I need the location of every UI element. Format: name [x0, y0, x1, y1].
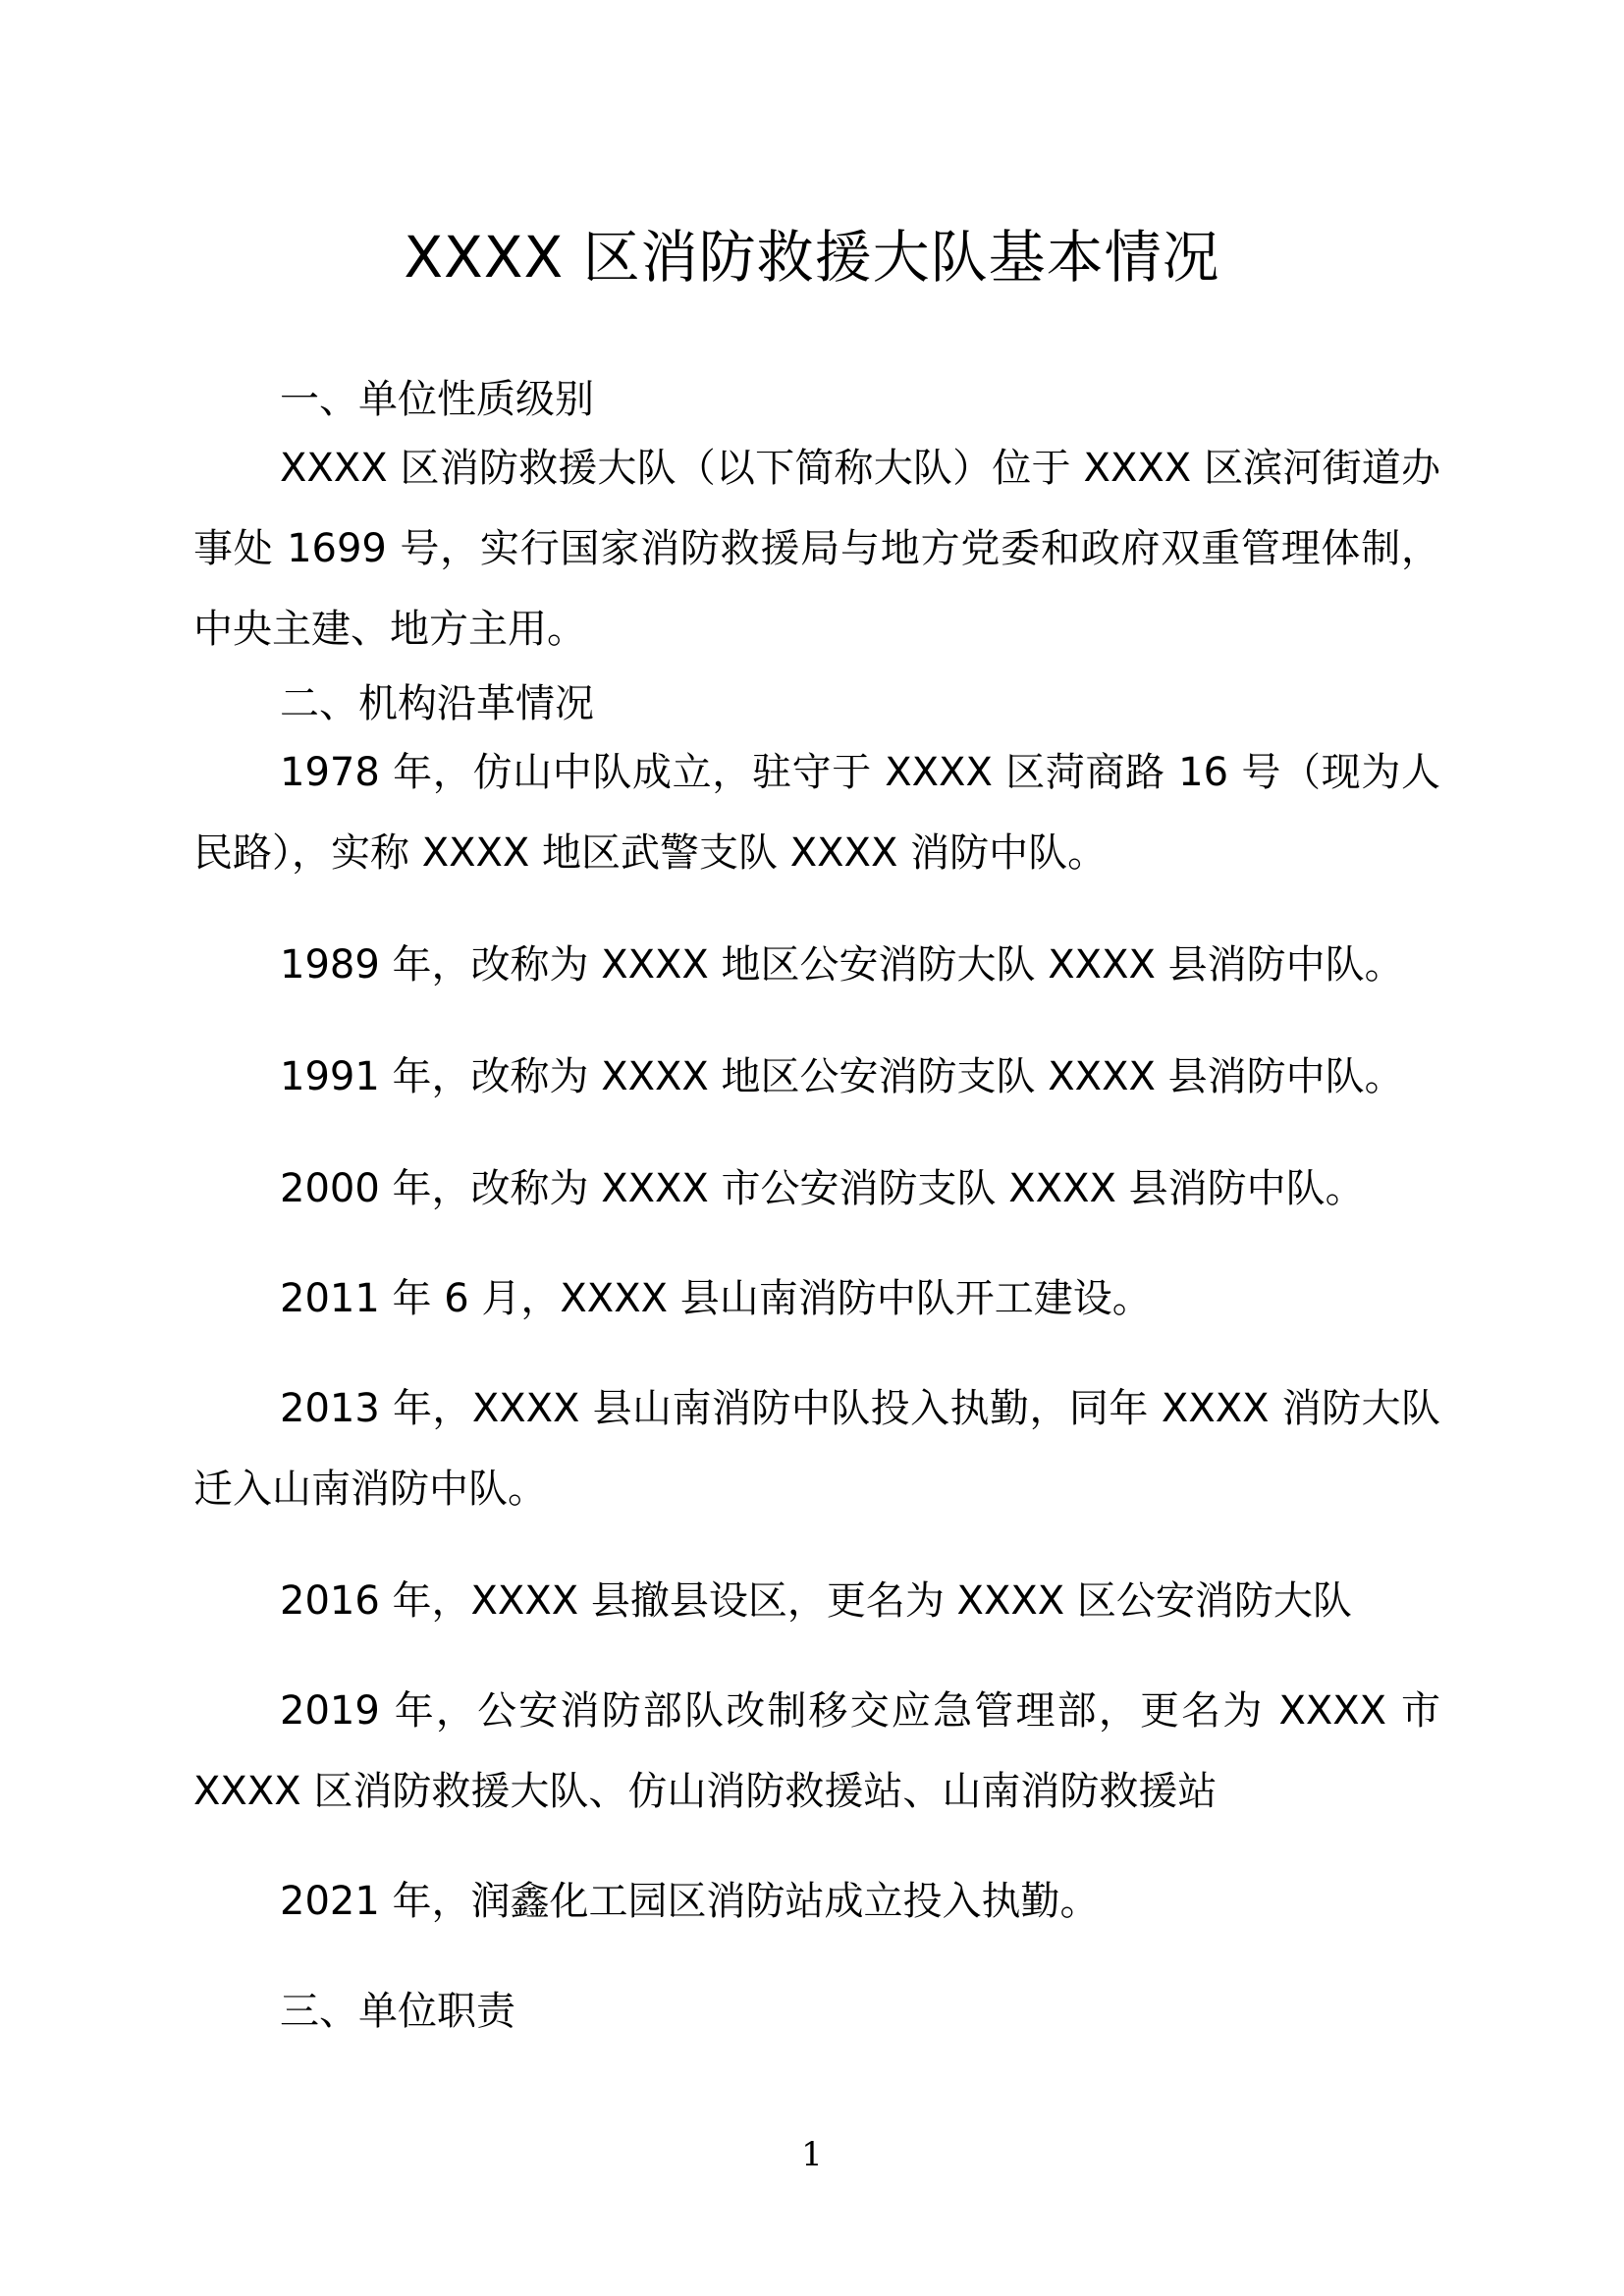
section-heading-history: 二、机构沿革情况 [280, 681, 594, 726]
history-paragraph-2000: 2000 年，改称为 XXXX 市公安消防支队 XXXX 县消防中队。 [280, 1166, 1365, 1211]
history-paragraph-1978: 1978 年，仿山中队成立，驻守于 XXXX 区菏商路 16 号（现为人民路），实称 XXXX 地区武警支队 XXXX 消防中队。 [193, 750, 1440, 876]
section-heading-nature: 一、单位性质级别 [280, 377, 594, 422]
history-paragraph-1989: 1989 年，改称为 XXXX 地区公安消防大队 XXXX 县消防中队。 [280, 942, 1404, 988]
history-paragraph-2021: 2021 年，润鑫化工园区消防站成立投入执勤。 [280, 1879, 1100, 1924]
history-paragraph-2016: 2016 年，XXXX 县撤县设区，更名为 XXXX 区公安消防大队 [280, 1578, 1352, 1624]
paragraph-unit-nature: XXXX 区消防救援大队（以下简称大队）位于 XXXX 区滨河街道办事处 1699 号，实行国家消防救援局与地方党委和政府双重管理体制，中央主建、地方主用。 [193, 446, 1440, 652]
history-paragraph-1991: 1991 年，改称为 XXXX 地区公安消防支队 XXXX 县消防中队。 [280, 1054, 1404, 1099]
history-paragraph-2011: 2011 年 6 月，XXXX 县山南消防中队开工建设。 [280, 1276, 1152, 1321]
section-heading-duties: 三、单位职责 [280, 1989, 515, 2034]
history-paragraph-2019: 2019 年，公安消防部队改制移交应急管理部，更名为 XXXX 市 XXXX 区消防救援大队、仿山消防救援站、山南消防救援站 [193, 1688, 1440, 1814]
page-number: 1 [801, 2135, 823, 2174]
history-paragraph-2013: 2013 年，XXXX 县山南消防中队投入执勤，同年 XXXX 消防大队迁入山南消防中队。 [193, 1386, 1440, 1512]
document-title: XXXX 区消防救援大队基本情况 [404, 224, 1220, 291]
